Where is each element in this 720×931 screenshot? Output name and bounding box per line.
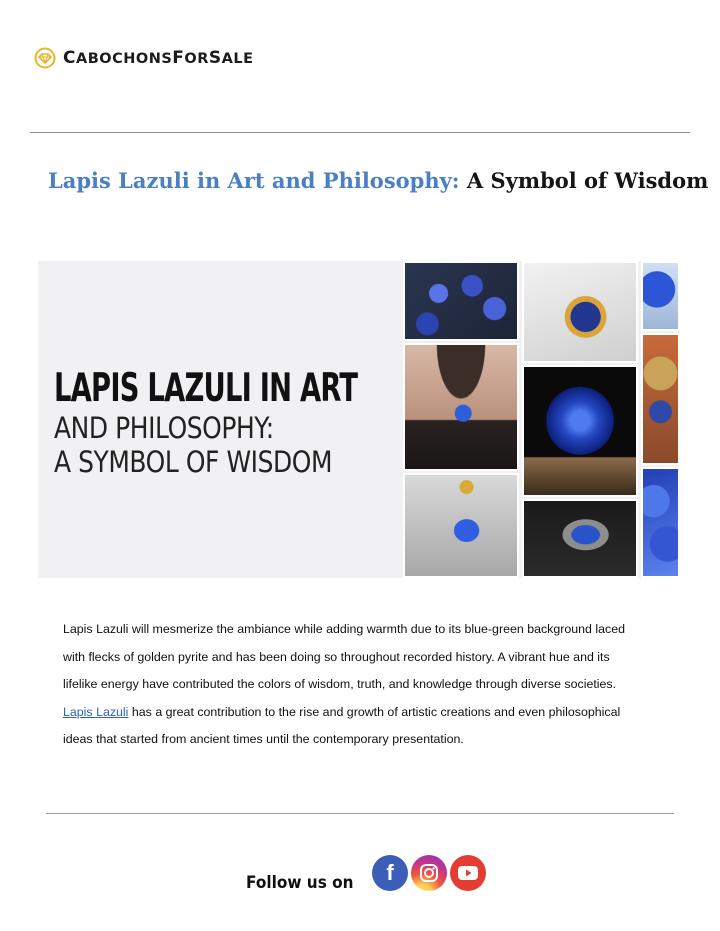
cabochon-gem-icon	[34, 47, 56, 69]
facebook-icon[interactable]: f	[372, 855, 408, 891]
body-line-5: ideas that started from ancient times until the contemporary presentation.	[63, 732, 464, 746]
lapis-gold-ring-photo	[522, 261, 638, 363]
body-line-4	[63, 699, 713, 727]
hero-line-3: A SYMBOL OF WISDOM	[54, 445, 333, 479]
lapis-ornament-photo	[641, 333, 680, 465]
page-title	[48, 168, 708, 193]
hero-banner	[38, 261, 680, 578]
instagram-icon[interactable]	[411, 855, 447, 891]
lapis-raw-stone-photo	[641, 261, 680, 331]
body-line-4-rest: has a great contribution to the rise and growth of artistic creations and even philosophical	[128, 704, 621, 719]
lapis-sphere-photo	[522, 365, 638, 497]
title-rest: A Symbol of Wisdom	[459, 168, 709, 193]
hero-line-2: AND PHILOSOPHY:	[54, 411, 274, 445]
youtube-icon[interactable]	[450, 855, 486, 891]
lapis-lazuli-link[interactable]: Lapis Lazuli	[63, 704, 129, 719]
brand-name: CABOCHONSFORSALE	[63, 48, 254, 68]
lapis-tumbled-photo	[641, 467, 680, 578]
youtube-glyph	[458, 865, 478, 881]
body-line-1: Lapis Lazuli will mesmerize the ambiance while adding warmth due to its blue-green background laced	[63, 622, 626, 636]
brand-logo[interactable]	[34, 47, 254, 69]
top-divider	[30, 132, 690, 133]
body-line-3: lifelike energy have contributed the colors of wisdom, truth, and knowledge through diverse societies.	[63, 677, 617, 691]
hero-heading	[54, 367, 443, 479]
instagram-glyph	[419, 863, 439, 883]
title-accent: Lapis Lazuli in Art and Philosophy:	[48, 168, 460, 193]
bottom-divider	[46, 813, 674, 814]
lapis-drop-pendant-photo	[403, 473, 519, 578]
lapis-pendant-worn-photo	[403, 343, 519, 471]
body-line-2: with flecks of golden pyrite and has been doing so throughout recorded history. A vibrant hue and its	[63, 649, 610, 664]
hero-line-1: LAPIS LAZULI IN ART	[54, 366, 358, 411]
lapis-silver-ring-photo	[522, 499, 638, 578]
lapis-bead-necklace-photo	[403, 261, 519, 341]
body-paragraph	[63, 616, 713, 754]
follow-us-label: Follow us on	[246, 873, 354, 893]
